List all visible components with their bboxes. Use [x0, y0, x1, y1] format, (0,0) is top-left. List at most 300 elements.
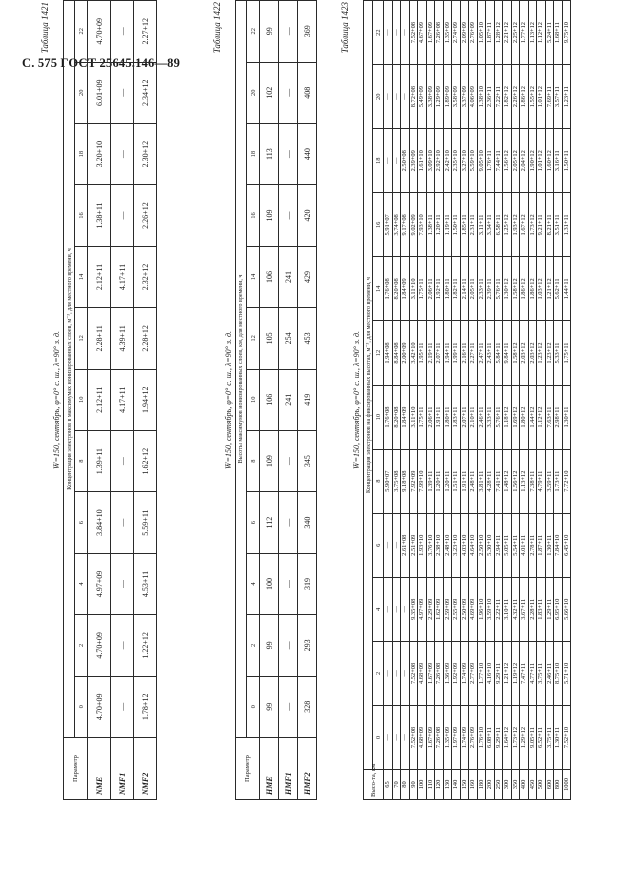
value-cell: 1.77+10	[477, 641, 486, 705]
value-cell: —	[384, 65, 393, 129]
param-cell: HME	[260, 738, 279, 800]
table-row	[279, 1, 298, 800]
value-cell: 3.67+11	[520, 577, 529, 641]
column-header: 6	[373, 513, 384, 577]
value-cell: 4.68+09	[418, 705, 427, 769]
param-cell: HMF2	[298, 738, 317, 800]
group-header: Концентрация электронов в максимумах ионизированных слоев, м⁻³, для местного времени, ч	[64, 1, 75, 738]
value-cell: 2.05+11	[469, 257, 478, 321]
column-header: 0	[373, 705, 384, 769]
value-cell: 112	[260, 492, 279, 553]
value-cell: 4.32+11	[511, 577, 520, 641]
value-cell: 6.01+09	[88, 62, 111, 123]
value-cell: 9.02+09	[409, 193, 418, 257]
value-cell: 3.75+11	[537, 641, 546, 705]
value-cell: 440	[298, 123, 317, 184]
value-cell: 2.27+12	[134, 1, 157, 63]
value-cell: 2.30+12	[134, 123, 157, 184]
value-cell: 7.52+08	[409, 705, 418, 769]
value-cell: 3.37+09	[460, 65, 469, 129]
value-cell: —	[111, 1, 134, 63]
column-header: 4	[75, 553, 88, 614]
altitude-cell: 80	[401, 770, 410, 800]
value-cell: 2.38+10	[435, 513, 444, 577]
value-cell: 1.23+12	[545, 321, 554, 385]
value-cell: 2.98+11	[554, 385, 563, 449]
table-row	[111, 1, 134, 800]
value-cell: 2.05+12	[511, 129, 520, 193]
value-cell: 408	[298, 62, 317, 123]
value-cell: 2.48+10	[443, 513, 452, 577]
value-cell: 1.73+12	[528, 193, 537, 257]
value-cell: —	[384, 129, 393, 193]
value-cell: 3.42+10	[409, 321, 418, 385]
value-cell: 1.01+12	[537, 65, 546, 129]
value-cell: 5.76+11	[494, 385, 503, 449]
value-cell: 340	[298, 492, 317, 553]
value-cell: 100	[260, 553, 279, 614]
value-cell: —	[384, 641, 393, 705]
table-row	[443, 1, 452, 800]
value-cell: —	[279, 553, 298, 614]
value-cell: 1.80+11	[443, 385, 452, 449]
value-cell: 102	[260, 62, 279, 123]
value-cell: 7.44+11	[494, 129, 503, 193]
value-cell: 4.03+10	[460, 513, 469, 577]
param-header: Параметр	[64, 738, 88, 800]
value-cell: 1.92+09	[452, 641, 461, 705]
value-cell: 1.55+12	[528, 65, 537, 129]
column-header: 14	[247, 246, 260, 307]
value-cell: 5.66+10	[562, 577, 571, 641]
column-header: 8	[247, 430, 260, 491]
altitude-cell: 500	[537, 770, 546, 800]
value-cell: 453	[298, 308, 317, 369]
value-cell: 2.32+12	[134, 246, 157, 307]
value-cell: 3.59+11	[545, 449, 554, 513]
table-row	[435, 1, 444, 800]
value-cell: 2.77+09	[469, 641, 478, 705]
value-cell: 420	[298, 185, 317, 246]
value-cell: 109	[260, 430, 279, 491]
table-subtitle: W̄=150, сентябрь, φ=0° с. ш., λ=90° з. д.	[52, 330, 61, 470]
value-cell: 2.25+12	[511, 1, 520, 65]
table-row	[409, 1, 418, 800]
value-cell: —	[392, 705, 401, 769]
value-cell: 1.87+11	[537, 513, 546, 577]
value-cell: 2.78+11	[528, 513, 537, 577]
value-cell: 8.21+11	[545, 193, 554, 257]
value-cell: 4.70+09	[88, 676, 111, 737]
value-cell: 4.01+11	[520, 513, 529, 577]
column-header: 8	[373, 449, 384, 513]
altitude-cell: 130	[443, 770, 452, 800]
value-cell: 2.28+12	[134, 308, 157, 369]
value-cell: 8.20+08	[392, 257, 401, 321]
value-cell: 319	[298, 553, 317, 614]
value-cell: 1.29+12	[520, 705, 529, 769]
value-cell: 2.46+11	[545, 641, 554, 705]
table-row	[545, 1, 554, 800]
value-cell: 3.33+11	[486, 385, 495, 449]
value-cell: 1.31+11	[562, 193, 571, 257]
value-cell: 1.82+12	[503, 65, 512, 129]
column-header: 12	[75, 308, 88, 369]
value-cell: 3.11+10	[409, 385, 418, 449]
value-cell: 1.91+11	[435, 385, 444, 449]
value-cell: 2.16+11	[460, 321, 469, 385]
value-cell: 1.30+11	[562, 385, 571, 449]
value-cell: 2.50+10	[477, 513, 486, 577]
altitude-cell: 150	[460, 770, 469, 800]
column-header: 12	[373, 321, 384, 385]
column-header: 0	[75, 676, 88, 737]
column-header: 18	[75, 123, 88, 184]
table-row	[486, 1, 495, 800]
column-header: 14	[373, 257, 384, 321]
value-cell: 2.09+09	[460, 1, 469, 65]
value-cell: 1.86+12	[520, 257, 529, 321]
value-cell: 3.16+11	[554, 129, 563, 193]
value-cell: —	[392, 65, 401, 129]
value-cell: 3.09+10	[426, 129, 435, 193]
value-cell: 5.91+07	[384, 193, 393, 257]
altitude-cell: 180	[477, 770, 486, 800]
value-cell: 1.01+12	[537, 129, 546, 193]
value-cell: 2.48+11	[469, 449, 478, 513]
value-cell: 1.74+09	[460, 705, 469, 769]
value-cell: 2.34+12	[134, 62, 157, 123]
value-cell: 3.51+11	[554, 193, 563, 257]
table-row	[260, 1, 279, 800]
value-cell: —	[384, 513, 393, 577]
value-cell: 7.69+11	[545, 65, 554, 129]
value-cell: 4.28+11	[486, 449, 495, 513]
value-cell: 7.52+08	[409, 641, 418, 705]
column-header: 12	[247, 308, 260, 369]
value-cell: 4.17+11	[111, 369, 134, 430]
altitude-cell: 450	[528, 770, 537, 800]
column-header: 8	[75, 430, 88, 491]
value-cell: 2.14+11	[460, 257, 469, 321]
value-cell: 2.28+11	[528, 577, 537, 641]
altitude-cell: 100	[418, 770, 427, 800]
value-cell: 4.53+11	[134, 553, 157, 614]
value-cell: 7.92+09	[409, 449, 418, 513]
value-cell: 241	[279, 369, 298, 430]
value-cell: 4.64+10	[469, 513, 478, 577]
value-cell: 2.03+12	[520, 321, 529, 385]
value-cell: 2.00+09	[401, 321, 410, 385]
value-cell: 2.19+11	[426, 321, 435, 385]
value-cell: 2.35+10	[452, 129, 461, 193]
altitude-cell: 800	[554, 770, 563, 800]
value-cell: 2.06+11	[426, 257, 435, 321]
value-cell: 7.99+10	[418, 449, 427, 513]
value-cell: 1.20+11	[435, 193, 444, 257]
altitude-cell: 160	[469, 770, 478, 800]
value-cell: 1.77+12	[520, 1, 529, 65]
value-cell: 8.75+10	[554, 641, 563, 705]
altitude-cell: 120	[435, 770, 444, 800]
value-cell: 2.43+11	[486, 321, 495, 385]
altitude-cell: 70	[392, 770, 401, 800]
value-cell: 7.52+08	[409, 1, 418, 65]
value-cell: 254	[279, 308, 298, 369]
value-cell: 9.35+08	[409, 577, 418, 641]
table-row	[401, 1, 410, 800]
value-cell: 1.69+12	[511, 385, 520, 449]
table-row	[528, 1, 537, 800]
value-cell: 1.30+11	[554, 705, 563, 769]
value-cell: —	[384, 577, 393, 641]
value-cell: 4.68+09	[418, 641, 427, 705]
value-cell: 2.27+11	[469, 321, 478, 385]
value-cell: 1.39+11	[426, 449, 435, 513]
altitude-cell: 250	[494, 770, 503, 800]
value-cell: 3.20+10	[88, 123, 111, 184]
column-header: 6	[247, 492, 260, 553]
value-cell: 3.38+09	[426, 65, 435, 129]
value-cell: 2.06+11	[426, 385, 435, 449]
column-header: 4	[373, 577, 384, 641]
value-cell: 5.05+11	[503, 513, 512, 577]
column-header: 6	[75, 492, 88, 553]
table-row	[134, 1, 157, 800]
value-cell: 1.61+10	[418, 129, 427, 193]
column-header: 2	[75, 615, 88, 676]
value-cell: 1.12+12	[537, 385, 546, 449]
value-cell: —	[279, 185, 298, 246]
value-cell: —	[279, 615, 298, 676]
value-cell: 1.28+12	[494, 1, 503, 65]
value-cell: 1.35+09	[443, 705, 452, 769]
value-cell: —	[384, 1, 393, 65]
table-row	[469, 1, 478, 800]
value-cell: 1.96+10	[477, 577, 486, 641]
value-cell: 3.75+11	[545, 705, 554, 769]
value-cell: 1.48+12	[503, 449, 512, 513]
value-cell: 2.39+09	[409, 129, 418, 193]
value-cell: 5.90+07	[384, 449, 393, 513]
table-1423-block	[340, 0, 571, 800]
table-caption: Таблица 1421	[40, 2, 50, 54]
value-cell: 1.21+12	[503, 641, 512, 705]
table-row	[460, 1, 469, 800]
value-cell: 1.76+10	[477, 705, 486, 769]
column-header: 2	[373, 641, 384, 705]
value-cell: 8.72+08	[409, 65, 418, 129]
value-cell: —	[111, 62, 134, 123]
value-cell: 1.03+12	[537, 257, 546, 321]
value-cell: 1.64+12	[503, 705, 512, 769]
value-cell: 2.59+09	[443, 577, 452, 641]
value-cell: 7.26+08	[435, 705, 444, 769]
value-cell: 345	[298, 430, 317, 491]
table-row	[298, 1, 317, 800]
value-cell: 1.91+11	[460, 449, 469, 513]
value-cell: 106	[260, 369, 279, 430]
value-cell: 2.12+11	[88, 369, 111, 430]
value-cell: 1.84+09	[401, 385, 410, 449]
altitude-cell: 1000	[562, 770, 571, 800]
value-cell: —	[111, 676, 134, 737]
value-cell: 1.38+11	[426, 193, 435, 257]
value-cell: 5.62+11	[554, 257, 563, 321]
value-cell: 6.52+11	[537, 705, 546, 769]
value-cell: 2.76+09	[469, 705, 478, 769]
value-cell: 5.59+10	[469, 129, 478, 193]
value-cell: 1.13+12	[528, 1, 537, 65]
data-table	[235, 0, 317, 800]
value-cell: 3.74+08	[392, 193, 401, 257]
value-cell: 4.79+11	[537, 449, 546, 513]
value-cell: 9.05+10	[477, 129, 486, 193]
column-header: 18	[373, 129, 384, 193]
value-cell: 429	[298, 246, 317, 307]
table-1422-block	[212, 0, 317, 800]
value-cell: 2.22+11	[494, 577, 503, 641]
value-cell: 1.94+08	[384, 321, 393, 385]
column-header: 10	[75, 369, 88, 430]
value-cell: 5.84+11	[494, 321, 503, 385]
value-cell: 1.50+11	[562, 129, 571, 193]
value-cell: 7.52+10	[562, 705, 571, 769]
value-cell: 419	[298, 369, 317, 430]
column-header: 22	[373, 1, 384, 65]
value-cell: 1.93+10	[418, 513, 427, 577]
value-cell: 2.07+11	[460, 385, 469, 449]
value-cell: —	[392, 577, 401, 641]
value-cell: 2.07+11	[435, 321, 444, 385]
table-caption: Таблица 1422	[212, 2, 222, 54]
column-header: 4	[247, 553, 260, 614]
value-cell: 2.50+08	[401, 129, 410, 193]
value-cell: —	[392, 129, 401, 193]
value-cell: 1.74+09	[460, 641, 469, 705]
table-row	[477, 1, 486, 800]
value-cell: 4.97+09	[418, 577, 427, 641]
value-cell: 2.94+11	[494, 513, 503, 577]
value-cell: 2.46+11	[477, 385, 486, 449]
value-cell: 3.11+11	[477, 193, 486, 257]
value-cell: 7.26+08	[435, 641, 444, 705]
value-cell: 7.72+10	[562, 449, 571, 513]
value-cell: 1.85+11	[460, 193, 469, 257]
value-cell: 9.18+08	[401, 449, 410, 513]
column-header: 20	[373, 65, 384, 129]
value-cell: 1.84+09	[401, 257, 410, 321]
value-cell: 7.22+11	[494, 65, 503, 129]
column-header: 14	[75, 246, 88, 307]
value-cell: 1.23+11	[562, 65, 571, 129]
value-cell: —	[401, 577, 410, 641]
value-cell: 6.45+10	[562, 513, 571, 577]
value-cell: 1.21+12	[545, 257, 554, 321]
column-header: 10	[373, 385, 384, 449]
value-cell: 9.05+11	[528, 705, 537, 769]
value-cell: 9.17+08	[401, 193, 410, 257]
value-cell: 1.68+11	[554, 1, 563, 65]
value-cell: 1.19+12	[511, 641, 520, 705]
value-cell: 2.39+11	[486, 257, 495, 321]
value-cell: 3.84+10	[88, 492, 111, 553]
value-cell: 1.30+12	[503, 257, 512, 321]
value-cell: 1.20+11	[443, 449, 452, 513]
value-cell: 9.75+10	[562, 1, 571, 65]
value-cell: 1.67+09	[426, 705, 435, 769]
table-row	[494, 1, 503, 800]
value-cell: 3.34+11	[486, 193, 495, 257]
table-row	[392, 1, 401, 800]
table-row	[537, 1, 546, 800]
value-cell: —	[279, 676, 298, 737]
value-cell: 5.71+10	[562, 641, 571, 705]
value-cell: 1.95+11	[418, 321, 427, 385]
value-cell: 2.74+09	[452, 1, 461, 65]
value-cell: 4.39+11	[111, 308, 134, 369]
value-cell: 1.83+11	[537, 577, 546, 641]
value-cell: 105	[260, 308, 279, 369]
value-cell: 99	[260, 1, 279, 63]
value-cell: 9.21+11	[537, 193, 546, 257]
value-cell: 1.51+11	[452, 449, 461, 513]
value-cell: 1.36+09	[443, 641, 452, 705]
value-cell: 1.87+11	[486, 1, 495, 65]
value-cell: 2.03+12	[528, 321, 537, 385]
value-cell: 1.22+12	[134, 615, 157, 676]
altitude-cell: 400	[520, 770, 529, 800]
table-subtitle: W̄=150, сентябрь, φ=0° с. ш., λ=90° з. д.	[224, 330, 233, 470]
param-cell: NMF1	[111, 738, 134, 800]
value-cell: 5.59+11	[134, 492, 157, 553]
value-cell: 3.76+10	[426, 513, 435, 577]
table-row	[554, 1, 563, 800]
value-cell: —	[279, 430, 298, 491]
value-cell: 5.54+11	[511, 513, 520, 577]
value-cell: 1.90+12	[528, 129, 537, 193]
value-cell: 3.10+11	[503, 577, 512, 641]
param-cell: NMF2	[134, 738, 157, 800]
value-cell: 1.38+10	[477, 65, 486, 129]
value-cell: 2.51+09	[409, 513, 418, 577]
column-header: 16	[373, 193, 384, 257]
value-cell: 106	[260, 246, 279, 307]
column-header: 20	[75, 62, 88, 123]
value-cell: 369	[298, 1, 317, 63]
value-cell: 4.97+09	[88, 553, 111, 614]
value-cell: 1.97+09	[452, 705, 461, 769]
value-cell: 9.29+11	[494, 641, 503, 705]
value-cell: —	[279, 123, 298, 184]
value-cell: 1.12+12	[537, 1, 546, 65]
value-cell: 2.26+12	[511, 65, 520, 129]
value-cell: 4.70+09	[88, 615, 111, 676]
value-cell: 109	[260, 185, 279, 246]
column-header: 22	[247, 1, 260, 63]
table-row	[384, 1, 393, 800]
value-cell: 1.67+12	[520, 193, 529, 257]
param-header: Параметр	[236, 738, 260, 800]
value-cell: 1.83+11	[452, 385, 461, 449]
value-cell: 1.76+08	[384, 385, 393, 449]
value-cell: —	[392, 641, 401, 705]
value-cell: 2.28+11	[88, 308, 111, 369]
value-cell: 4.69+09	[469, 577, 478, 641]
altitude-header: Высо-та, км	[364, 770, 384, 800]
value-cell: 1.39+11	[88, 430, 111, 491]
value-cell: 2.04+12	[520, 129, 529, 193]
